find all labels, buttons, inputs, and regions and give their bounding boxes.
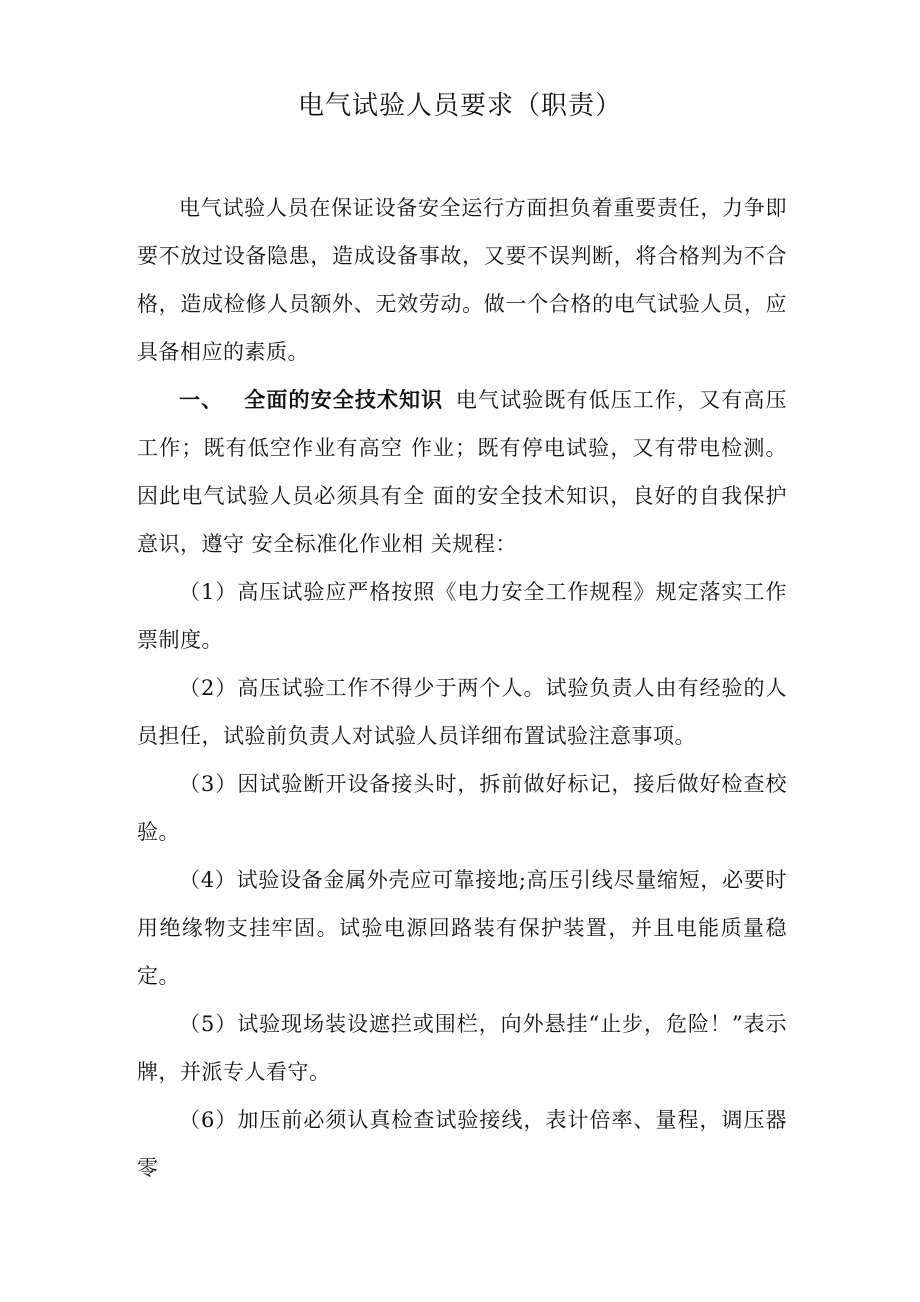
list-item-1: （1）高压试验应严格按照《电力安全工作规程》规定落实工作票制度。 xyxy=(137,580,787,652)
section-1-text: 电气试验既有低压工作，又有高压工作；既有低空作业有高空 作业；既有停电试验，又有带电检测。因此电气试验人员必须具有全 面的安全技术知识，良好的自我保护意识，遵守 安全标准化作业相 关规程： xyxy=(137,388,788,556)
list-item-6: （6）加压前必须认真检查试验接线，表计倍率、量程，调压器零 xyxy=(137,1108,787,1180)
section-1-paragraph xyxy=(137,376,787,568)
list-item-5: （5）试验现场装设遮拦或围栏，向外悬挂“止步，危险！”表示牌，并派专人看守。 xyxy=(137,1012,787,1084)
section-1-number: 一、 xyxy=(179,388,224,412)
document-body xyxy=(137,184,787,1192)
list-item-3: （3）因试验断开设备接头时，拆前做好标记，接后做好检查校验。 xyxy=(137,772,787,844)
section-1-heading: 全面的安全技术知识 xyxy=(244,388,444,412)
document-title: 电气试验人员要求（职责） xyxy=(297,91,622,121)
intro-paragraph: 电气试验人员在保证设备安全运行方面担负着重要责任，力争即要不放过设备隐患，造成设备事故，又要不误判断，将合格判为不合格，造成检修人员额外、无效劳动。做一个合格的电气试验人员，应具备相应的素质。 xyxy=(137,196,787,364)
list-item-4: （4）试验设备金属外壳应可靠接地;高压引线尽量缩短，必要时用绝缘物支挂牢固。试验电源回路装有保护装置，并且电能质量稳定。 xyxy=(137,868,787,988)
list-item-2: （2）高压试验工作不得少于两个人。试验负责人由有经验的人员担任，试验前负责人对试验人员详细布置试验注意事项。 xyxy=(137,676,787,748)
